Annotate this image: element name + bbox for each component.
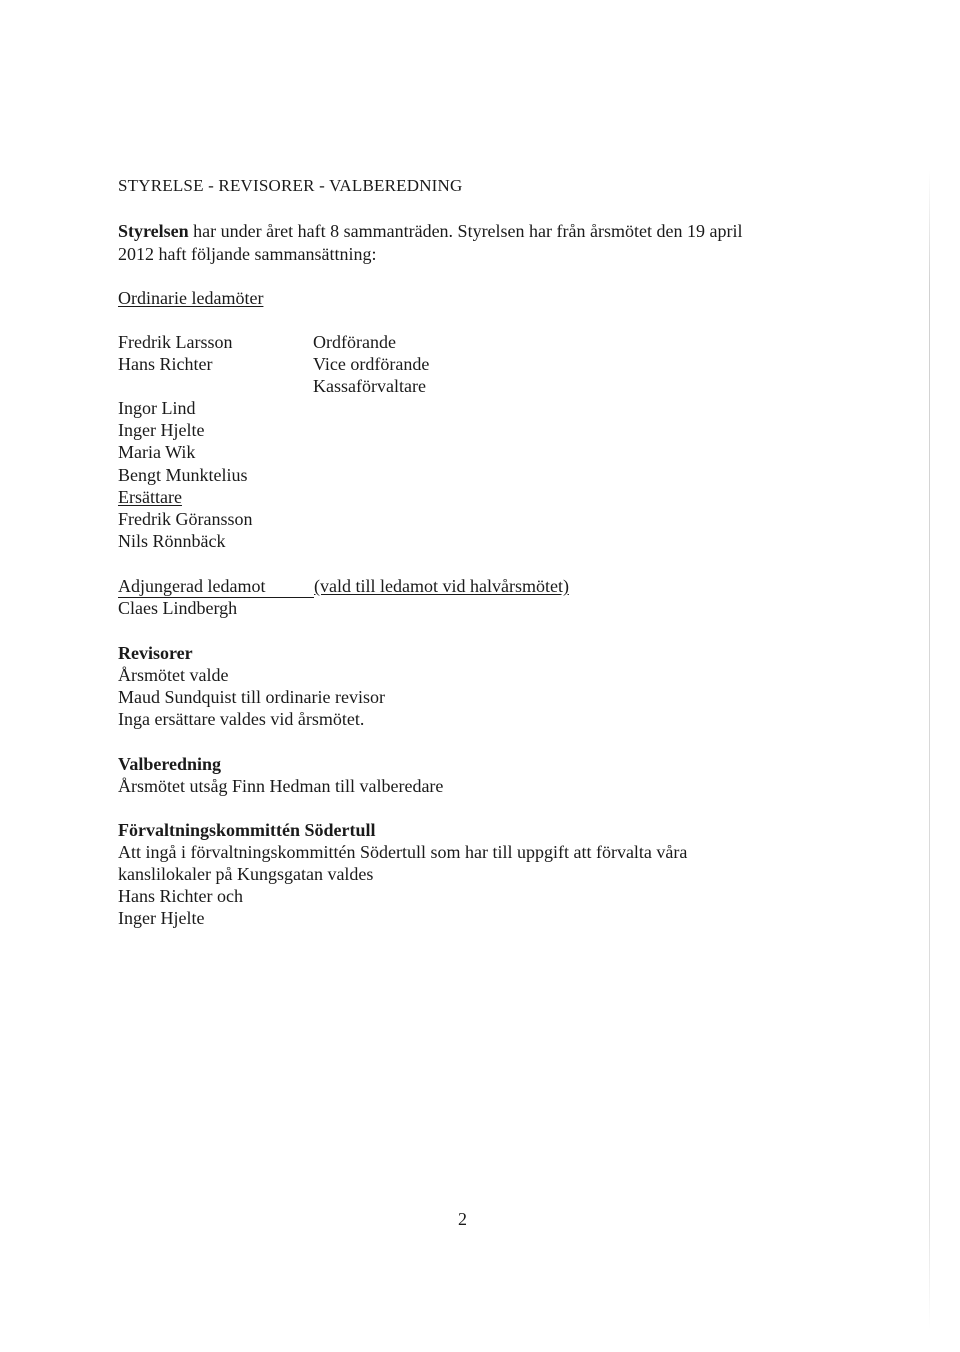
member-name: Inger Hjelte [118, 420, 205, 440]
revisorer-line: Inga ersättare valdes vid årsmötet. [118, 709, 365, 729]
member-name: Bengt Munktelius [118, 465, 248, 485]
intro-line-1-rest: har under året haft 8 sammanträden. Styrelsen har från årsmötet den 19 april [188, 221, 743, 241]
ersattare-member: Fredrik Göransson [118, 509, 253, 529]
member-role: Ordförande [313, 332, 396, 352]
ersattare-label: Ersättare [118, 487, 182, 507]
intro-line-2: 2012 haft följande sammansättning: [118, 244, 377, 264]
intro-lead-bold: Styrelsen [118, 221, 189, 241]
member-row [118, 353, 212, 375]
adjungerad-member: Claes Lindbergh [118, 598, 238, 618]
valberedning-title: Valberedning [118, 754, 222, 774]
adjungerad-row [118, 575, 569, 598]
revisorer-title: Revisorer [118, 643, 193, 663]
revisorer-line: Årsmötet valde [118, 665, 229, 685]
forvaltning-line: Hans Richter och [118, 886, 243, 906]
forvaltning-line: Att ingå i förvaltningskommittén Södertull som har till uppgift att förvalta våra [118, 842, 688, 862]
member-name: Fredrik Larsson [118, 332, 233, 352]
adjungerad-note: (vald till ledamot vid halvårsmötet) [314, 576, 569, 596]
member-name: Maria Wik [118, 442, 196, 462]
forvaltning-line: Inger Hjelte [118, 908, 205, 928]
member-name: Ingor Lind [118, 398, 196, 418]
intro-line-1 [118, 220, 742, 242]
page-heading: STYRELSE - REVISORER - VALBEREDNING [118, 176, 463, 195]
valberedning-line: Årsmötet utsåg Finn Hedman till valberedare [118, 776, 444, 796]
member-name: Hans Richter [118, 354, 213, 374]
member-role: Kassaförvaltare [313, 376, 426, 396]
forvaltning-line: kanslilokaler på Kungsgatan valdes [118, 864, 374, 884]
revisorer-line: Maud Sundquist till ordinarie revisor [118, 687, 385, 707]
page-number: 2 [458, 1209, 467, 1229]
ordinarie-label: Ordinarie ledamöter [118, 288, 264, 308]
member-row [118, 331, 232, 353]
forvaltning-title: Förvaltningskommittén Södertull [118, 820, 376, 840]
scan-edge-line [929, 170, 930, 1330]
adjungerad-label: Adjungerad ledamot [118, 576, 314, 598]
member-role: Vice ordförande [313, 354, 430, 374]
ersattare-member: Nils Rönnbäck [118, 531, 226, 551]
